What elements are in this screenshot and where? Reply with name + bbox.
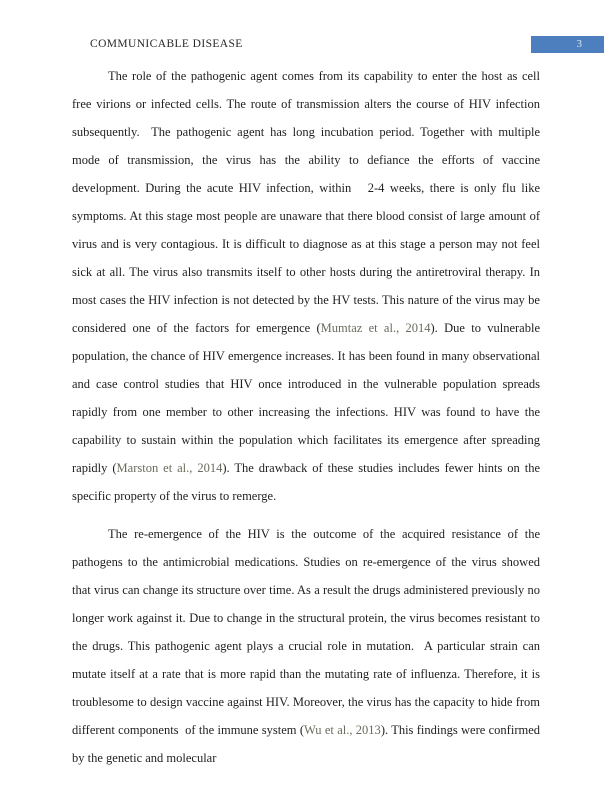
body-text-segment: The role of the pathogenic agent comes from its capability to enter the host as cell free virions or infected cells. The route of transmission alters the course of HIV infection subsequently. The pathogenic agent has long incubation period. Together with multiple mode of transmission, the virus has the ability to defiance the efforts of vaccine development. During the acute HIV infection, within 2-4 weeks, there is only flu like symptoms. At this stage most people are unaware that there blood consist of large amount of virus and is very contagious. It is difficult to diagnose as at this stage a person may not feel sick at all. The virus also transmits itself to other hosts during the antiretroviral therapy. In most cases the HIV infection is not detected by the HV tests. This nature of the virus may be considered one of the factors for emergence ( bbox=[72, 69, 540, 335]
page-number-box bbox=[531, 36, 604, 53]
citation: Wu et al., 2013 bbox=[304, 723, 381, 737]
body-text-segment: ). This findings were confirmed by the genetic and molecular bbox=[72, 723, 541, 765]
page-header bbox=[90, 34, 604, 54]
citation: Mumtaz et al., 2014 bbox=[320, 321, 431, 335]
body-text-segment: ). The drawback of these studies includes fewer hints on the specific property of the virus to remerge. bbox=[72, 461, 540, 503]
body-text-segment: The re-emergence of the HIV is the outcome of the acquired resistance of the pathogens to the antimicrobial medications. Studies on re-emergence of the virus showed that virus can change its structure over time. As a result the drugs administered previously no longer work against it. Due to change in the structural protein, the virus becomes resistant to the drugs. This pathogenic agent plays a crucial role in mutation. A particular strain can mutate itself at a rate that is more rapid than the mutating rate of influenza. Therefore, it is troublesome to design vaccine against HIV. Moreover, the virus has the capacity to hide from different components of the immune system ( bbox=[72, 527, 540, 737]
paragraph bbox=[72, 520, 540, 772]
body-text-segment: ). Due to vulnerable population, the chance of HIV emergence increases. It has been found in many observational and case control studies that HIV once introduced in the vulnerable population spreads rapidly from one member to other increasing the infections. HIV was found to have the capability to sustain within the population which facilitates its emergence after spreading rapidly ( bbox=[72, 321, 540, 475]
document-body bbox=[72, 62, 540, 772]
running-head: COMMUNICABLE DISEASE bbox=[90, 38, 243, 50]
citation: Marston et al., 2014 bbox=[116, 461, 223, 475]
page-number: 3 bbox=[576, 37, 582, 50]
paragraph bbox=[72, 62, 540, 510]
